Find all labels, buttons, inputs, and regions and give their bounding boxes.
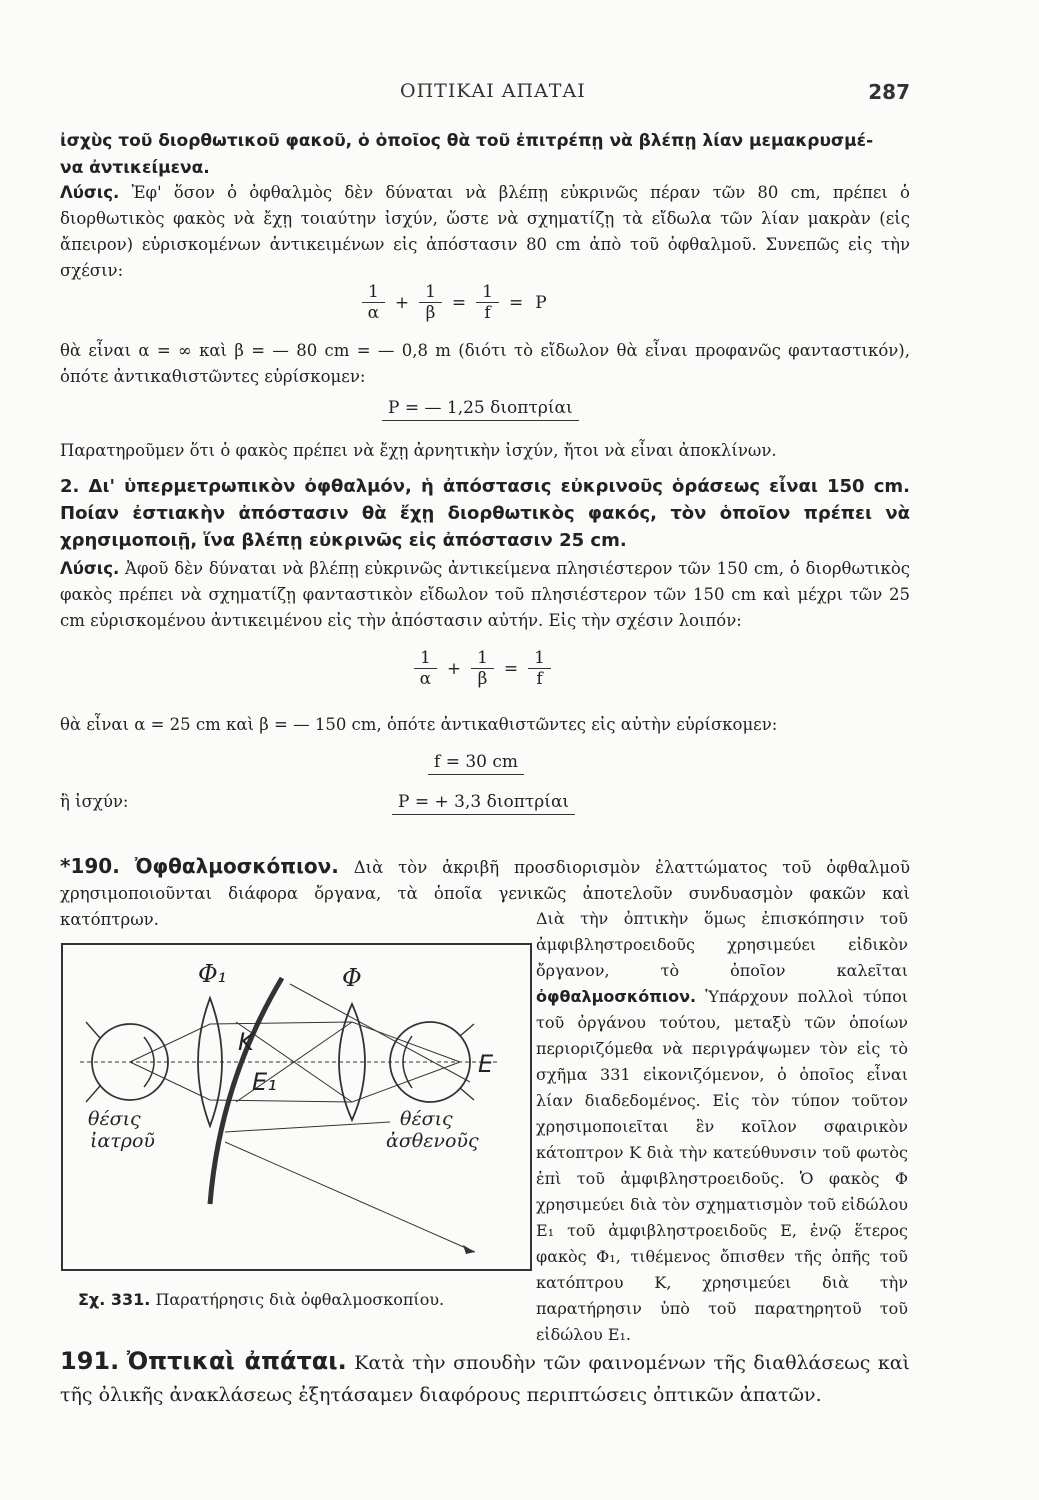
- figure-caption-label: Σχ. 331.: [78, 1290, 151, 1309]
- result-2-p: [392, 792, 575, 812]
- label-patient-2: ἀσθενοῦς: [386, 1130, 479, 1152]
- section-190-intro-text: Διὰ τὸν ἀκριβῆ προσδιορισμὸν ἐλαττώματος τοῦ ὀφθαλμοῦ χρησιμοποιοῦνται διάφορα ὄργανα, τὰ ὁποῖα γενικῶς ἀποτελοῦν συνδυασμὸν φακῶν καὶ κατόπτρων.: [60, 858, 910, 929]
- formula-1-num-a: 1: [362, 282, 385, 303]
- label-phi1: Φ₁: [198, 960, 228, 988]
- formula-2-den-a: α: [419, 669, 432, 689]
- figure-caption: [78, 1290, 444, 1309]
- formula-1-plus: +: [394, 292, 410, 313]
- solution-1-text: Ἐφ' ὅσον ὁ ὀφθαλμὸς δὲν δύναται νὰ βλέπῃ εὐκρινῶς πέραν τῶν 80 cm, πρέπει ὁ διορθωτικὸς φακὸς νὰ ἔχῃ τοιαύτην ἰσχύν, ὥστε νὰ σχηματίζῃ τὰ εἴδωλα τῶν λίαν μακρὰν (εἰς ἄπειρον) εὑρισκομένων ἀντικειμένων εἰς ἀπόστασιν 80 cm ἀπὸ τοῦ ὀφθαλμοῦ. Συνεπῶς εἰς τὴν σχέσιν:: [60, 183, 910, 280]
- ray-to-lens: [225, 1122, 390, 1132]
- section-190-title: Ὀφθαλμοσκόπιον.: [134, 854, 339, 878]
- result-2-p-text: P = + 3,3 διοπτρίαι: [392, 792, 575, 815]
- figure-caption-text: Παρατήρησις διὰ ὀφθαλμοσκοπίου.: [155, 1290, 445, 1309]
- section-191-title: Ὀπτικαὶ ἀπάται.: [126, 1347, 347, 1375]
- formula-1-den-a: α: [367, 303, 380, 323]
- ray-to-source: [225, 1142, 475, 1252]
- solution-1-after: θὰ εἶναι α = ∞ καὶ β = — 80 cm = — 0,8 m (διότι τὸ εἴδωλον θὰ εἶναι προφανῶς φανταστικόν), ὁπότε ἀντικαθιστῶντες εὑρίσκομεν:: [60, 341, 910, 386]
- section-190-column: [536, 906, 908, 1348]
- formula-2-den-b: β: [477, 669, 488, 689]
- label-k: K: [238, 1028, 254, 1056]
- problem-2: 2. Δι' ὑπερμετρωπικὸν ὀφθαλμόν, ἡ ἀπόστασις εὐκρινοῦς ὁράσεως εἶναι 150 cm. Ποίαν ἐστιακὴν ἀπόστασιν θὰ ἔχῃ διορθωτικὸς φακός, τὸν ὁποῖον πρέπει νὰ χρησιμοποιῇ, ἵνα βλέπῃ εὐκρινῶς εἰς ἀπόστασιν 25 cm.: [60, 476, 910, 551]
- solution-2-after: θὰ εἶναι α = 25 cm καὶ β = — 150 cm, ὁπότε ἀντικαθιστῶντες εἰς αὐτὴν εὑρίσκομεν:: [60, 715, 778, 734]
- formula-2-den-f: f: [536, 669, 543, 689]
- label-phi: Φ: [342, 964, 362, 992]
- formula-1: [358, 282, 553, 323]
- ophthalmoscope-figure: [60, 942, 533, 1272]
- formula-1-eq-2: =: [508, 292, 524, 313]
- intro-line-1: ἰσχὺς τοῦ διορθωτικοῦ φακοῦ, ὁ ὁποῖος θὰ τοῦ ἐπιτρέπῃ νὰ βλέπῃ λίαν μεμακρυσμέ-: [60, 131, 874, 151]
- section-190-number: *190.: [60, 854, 120, 878]
- formula-1-num-f: 1: [476, 282, 499, 303]
- formula-2-num-f: 1: [528, 648, 551, 669]
- column-term: ὀφθαλμοσκόπιον.: [536, 987, 697, 1006]
- label-e1: E₁: [252, 1068, 277, 1096]
- result-1: [382, 398, 579, 418]
- figure-frame: [62, 944, 531, 1270]
- label-e: E: [478, 1050, 494, 1078]
- or-power-label: ἢ ἰσχύν:: [60, 792, 129, 811]
- formula-2-num-a: 1: [414, 648, 437, 669]
- section-191-text: Κατὰ τὴν σπουδὴν τῶν φαινομένων τῆς διαθλάσεως καὶ τῆς ὀλικῆς ἀνακλάσεως ἐξητάσαμεν διαφόρους περιπτώσεις ὀπτικῶν ἀπατῶν.: [60, 1352, 910, 1406]
- solution-2-paragraph: [60, 556, 910, 634]
- intro-paragraph: [60, 128, 910, 182]
- formula-2: [410, 648, 555, 689]
- formula-2-eq: =: [503, 658, 519, 679]
- formula-1-p: P: [535, 292, 547, 313]
- solution-1-paragraph: [60, 180, 910, 284]
- solution-2-text: Ἀφοῦ δὲν δύναται νὰ βλέπῃ εὐκρινῶς ἀντικείμενα πλησιέστερον τῶν 150 cm, ὁ διορθωτικὸς φακὸς πρέπει νὰ σχηματίζῃ φανταστικὸν εἴδωλον τοῦ πλησιέστερον τῶν 150 cm καὶ μέχρι τῶν 25 cm εὑρισκομένου ἀντικειμένου εἰς τὴν ἀπόστασιν αὐτήν. Εἰς τὴν σχέσιν λοιπόν:: [60, 559, 910, 630]
- column-text-2: Ὑπάρχουν πολλοὶ τύποι τοῦ ὀργάνου τούτου, μεταξὺ τῶν ὁποίων περιοριζόμεθα νὰ περιγράψωμεν τὸν εἰς τὸ σχῆμα 331 εἰκονιζόμενον, ὁ ὁποῖος εἶναι λίαν διαδεδομένος. Εἰς τὸν τύπον τοῦτον χρησιμοποιεῖται ἓν κοῖλον σφαιρικὸν κάτοπτρον Κ διὰ τὴν κατεύθυνσιν τοῦ φωτὸς ἐπὶ τοῦ ἀμφιβληστροειδοῦς. Ὁ φακὸς Φ χρησιμεύει διὰ τὸν σχηματισμὸν τοῦ εἰδώλου Ε₁ τοῦ ἀμφιβληστροειδοῦς Ε, ἐνῷ ἕτερος φακὸς Φ₁, τιθέμενος ὄπισθεν τῆς ὀπῆς τοῦ κατόπτρου Κ, χρησιμεύει διὰ τὴν παρατήρησιν ὑπὸ τοῦ παρατηρητοῦ τοῦ εἰδώλου Ε₁.: [536, 987, 909, 1344]
- solution-1-label: Λύσις.: [60, 183, 120, 202]
- running-title: ΟΠΤΙΚΑΙ ΑΠΑΤΑΙ: [400, 80, 586, 102]
- formula-1-den-f: f: [484, 303, 491, 323]
- page-number: 287: [868, 80, 910, 104]
- label-doctor-2: ἰατροῦ: [90, 1130, 155, 1152]
- result-2-f: [428, 752, 524, 772]
- label-patient-1: θέσις: [400, 1108, 453, 1130]
- intro-line-2: να ἀντικείμενα.: [60, 158, 210, 178]
- formula-2-plus: +: [446, 658, 462, 679]
- formula-1-den-b: β: [425, 303, 436, 323]
- solution-1-note: Παρατηροῦμεν ὅτι ὁ φακὸς πρέπει νὰ ἔχῃ ἀρνητικὴν ἰσχύν, ἤτοι νὰ εἶναι ἀποκλίνων.: [60, 441, 777, 460]
- result-1-text: P = — 1,25 διοπτρίαι: [382, 398, 579, 421]
- section-191: [60, 1345, 910, 1411]
- solution-2-label: Λύσις.: [60, 559, 120, 578]
- page-header: [60, 80, 910, 110]
- column-text-1: Διὰ τὴν ὀπτικὴν ὅμως ἐπισκόπησιν τοῦ ἀμφιβληστροειδοῦς χρησιμεύει εἰδικὸν ὄργανον, τὸ ὁποῖον καλεῖται: [536, 909, 908, 980]
- label-doctor-1: θέσις: [88, 1108, 141, 1130]
- ray-top: [290, 984, 470, 1082]
- result-2-f-text: f = 30 cm: [428, 752, 524, 775]
- ophthalmoscope-diagram: [60, 942, 533, 1272]
- light-source-arrow: [463, 1245, 475, 1254]
- formula-1-eq: =: [451, 292, 467, 313]
- formula-1-num-b: 1: [419, 282, 442, 303]
- section-191-number: 191.: [60, 1347, 120, 1375]
- formula-2-num-b: 1: [471, 648, 494, 669]
